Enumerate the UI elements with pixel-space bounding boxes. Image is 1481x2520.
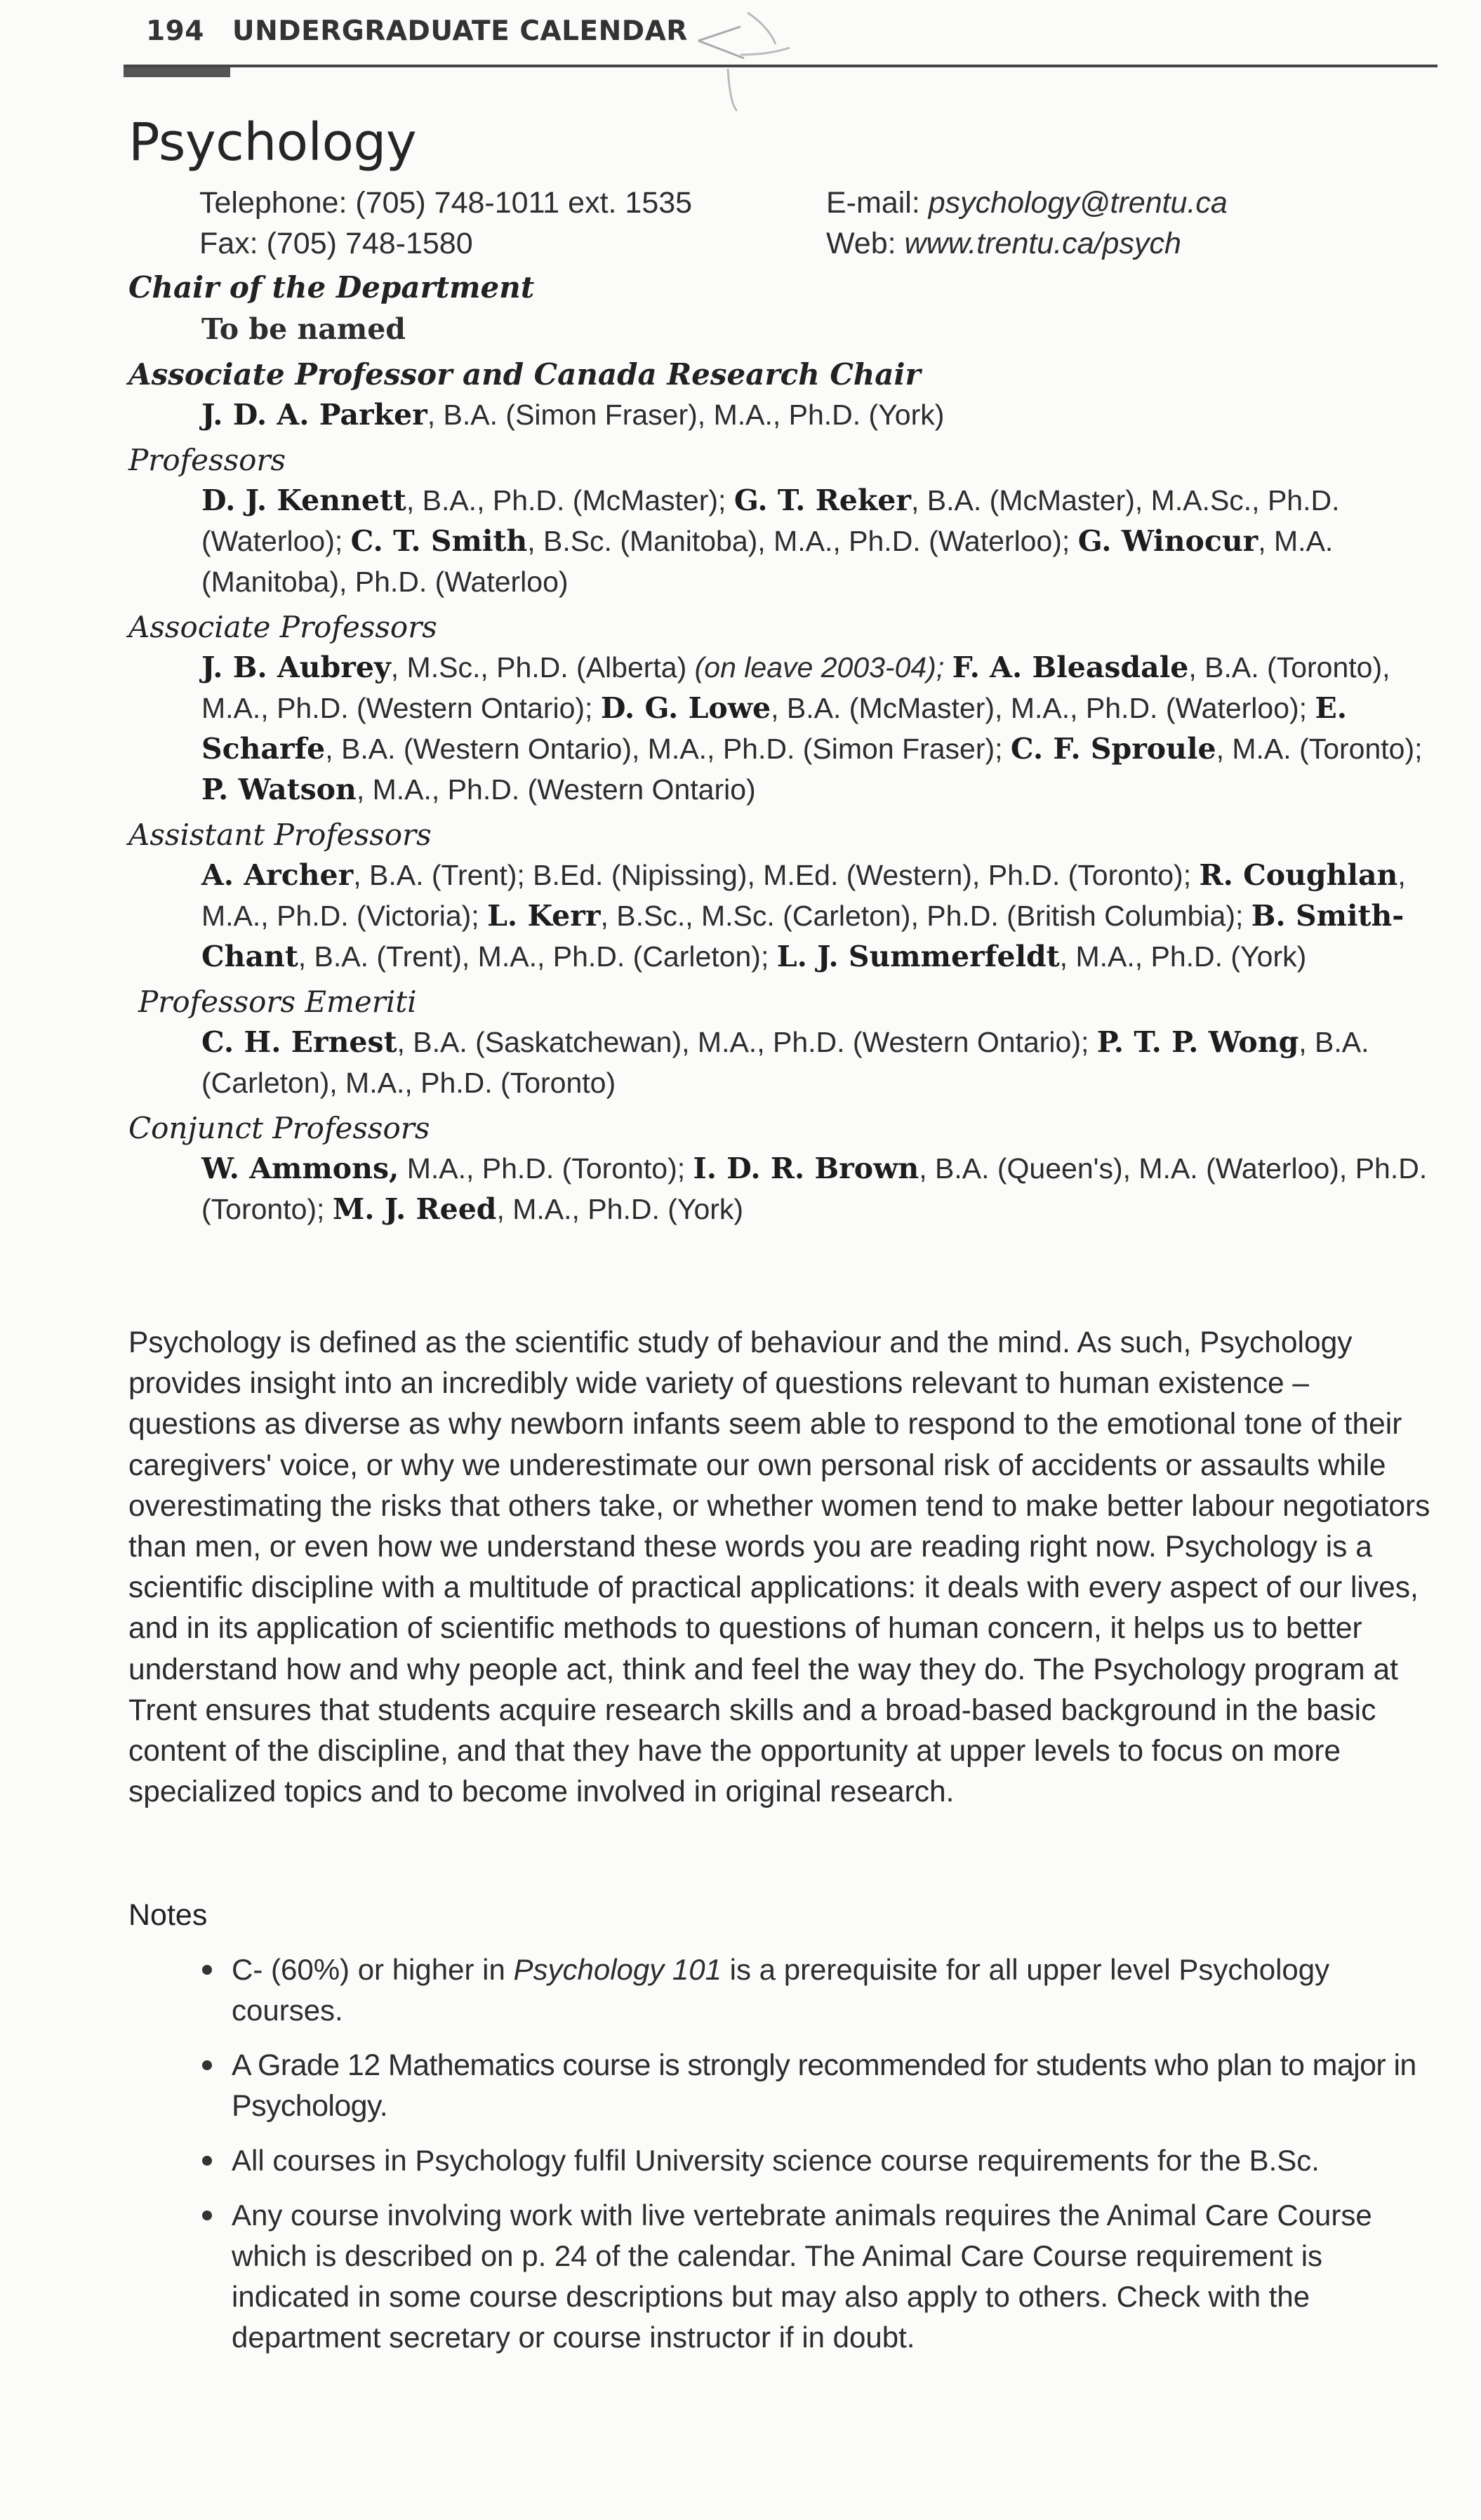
- contact-phone-block: [199, 182, 692, 264]
- web-link[interactable]: www.trentu.ca/psych: [904, 227, 1181, 260]
- note-text: is a prerequisite for all upper level Psychology courses.: [232, 1953, 1330, 2027]
- handwritten-mark-icon: [691, 6, 797, 118]
- note-text: Any course involving work with live vertebrate animals requires the Animal Care Course which is described on p. 24 of the calendar. The Animal Care Course requirement is indicated in some course descriptions but may also apply to others. Check with the department secretary or course instructor if in doubt.: [232, 2199, 1372, 2354]
- course-name: Psychology 101: [513, 1953, 722, 1986]
- page-title: Psychology: [128, 112, 417, 173]
- chair-heading: Chair of the Department: [128, 270, 535, 305]
- faculty-credentials: , M.A., Ph.D. (Victoria);: [201, 859, 1406, 932]
- email-label: E-mail:: [826, 186, 929, 220]
- intro-paragraph: Psychology is defined as the scientific study of behaviour and the mind. As such, Psychology provides insight into an incredibly wide variety of questions relevant to human existence – questions as diverse as why newborn infants seem able to respond to the emotional tone of their caregivers' voice, or why we underestimate our own personal risk of accidents or assaults while overestimating the risks that others take, or whether women tend to make better labour negotiators than men, or even how we understand these words you are reading right now. Psychology is a scientific discipline with a multitude of practical applications: it deals with every aspect of our lives, and in its application of scientific methods to questions of human concern, it helps us to better understand how and why people act, think and feel the way they do. The Psychology program at Trent ensures that students acquire research skills and a broad-based background in the basic content of the discipline, and that they have the opportunity at upper levels to focus on more specialized topics and to become involved in original research.: [128, 1326, 1430, 1809]
- list-item: [201, 2140, 1436, 2181]
- faculty-credentials: , B.A., Ph.D. (McMaster);: [406, 484, 734, 516]
- fax: Fax: (705) 748-1580: [199, 227, 473, 260]
- faculty-name: C. H. Ernest: [201, 1025, 397, 1059]
- assoc-crc-heading: Associate Professor and Canada Research Chair: [128, 357, 921, 392]
- notes-list: [201, 1949, 1436, 2372]
- note-text: All courses in Psychology fulfil University science course requirements for the B.Sc.: [232, 2144, 1320, 2177]
- faculty-credentials: , B.A. (Trent); B.Ed. (Nipissing), M.Ed. (Western), Ph.D. (Toronto);: [353, 859, 1200, 891]
- faculty-credentials: , M.A. (Toronto);: [1216, 733, 1423, 765]
- faculty-name: B. Smith-Chant: [201, 899, 1404, 973]
- faculty-credentials: , M.A., Ph.D. (York): [1059, 940, 1307, 973]
- contact-online-block: [826, 182, 1228, 264]
- faculty-name: R. Coughlan: [1199, 858, 1398, 892]
- faculty-name: P. Watson: [201, 773, 357, 806]
- faculty-credentials: , B.A. (Carleton), M.A., Ph.D. (Toronto): [201, 1026, 1369, 1099]
- telephone: Telephone: (705) 748-1011 ext. 1535: [199, 186, 693, 220]
- faculty-credentials: , M.A., Ph.D. (York): [496, 1193, 744, 1225]
- list-item: [201, 2195, 1436, 2358]
- faculty-name: J. B. Aubrey: [201, 651, 391, 684]
- bullet-icon: [202, 2060, 212, 2070]
- web-line: [826, 223, 1228, 264]
- faculty-credentials: , M.A., Ph.D. (Western Ontario): [356, 773, 756, 806]
- faculty-name: L. Kerr: [487, 899, 601, 933]
- emeriti-body: [201, 1022, 1441, 1103]
- faculty-name: C. F. Sproule: [1010, 732, 1216, 766]
- faculty-credentials: , B.Sc. (Manitoba), M.A., Ph.D. (Waterloo);: [527, 525, 1078, 557]
- list-item: [201, 1949, 1436, 2031]
- faculty-credentials: , B.Sc., M.Sc. (Carleton), Ph.D. (British Columbia);: [600, 900, 1251, 932]
- chair-body: [201, 309, 1441, 349]
- notes-heading: Notes: [128, 1898, 208, 1932]
- page-number: 194: [146, 15, 204, 47]
- faculty-credentials: , B.A. (McMaster), M.A., Ph.D. (Waterloo);: [771, 692, 1315, 724]
- email-link[interactable]: psychology@trentu.ca: [928, 186, 1228, 220]
- professors-body: [201, 480, 1441, 602]
- emeriti-heading: Professors Emeriti: [138, 985, 417, 1019]
- faculty-name: F. A. Bleasdale: [952, 651, 1189, 684]
- associate-professors-heading: Associate Professors: [128, 610, 437, 644]
- leave-note: (on leave 2003-04);: [694, 651, 945, 684]
- associate-professors-body: [201, 647, 1441, 810]
- faculty-name: D. G. Lowe: [600, 691, 771, 725]
- faculty-credentials: , M.A. (Manitoba), Ph.D. (Waterloo): [201, 525, 1334, 598]
- professors-heading: Professors: [128, 443, 286, 477]
- faculty-credentials: , B.A. (Western Ontario), M.A., Ph.D. (Simon Fraser);: [325, 733, 1011, 765]
- faculty-list: [128, 268, 1441, 1235]
- conjunct-heading: Conjunct Professors: [128, 1111, 430, 1145]
- faculty-credentials: , B.A. (Toronto), M.A., Ph.D. (Western Ontario);: [201, 651, 1390, 724]
- bullet-icon: [202, 2211, 212, 2220]
- bullet-icon: [202, 1965, 212, 1975]
- note-text: A Grade 12 Mathematics course is strongly recommended for students who plan to major in Psychology.: [232, 2048, 1416, 2123]
- running-header: [146, 15, 688, 47]
- faculty-name: G. T. Reker: [733, 484, 911, 517]
- faculty-name: C. T. Smith: [350, 524, 528, 558]
- faculty-name: E. Scharfe: [201, 691, 1347, 766]
- faculty-name: L. J. Summerfeldt: [776, 940, 1060, 973]
- faculty-name: D. J. Kennett: [201, 484, 406, 517]
- assistant-professors-heading: Assistant Professors: [128, 818, 432, 852]
- faculty-name: M. J. Reed: [332, 1192, 497, 1226]
- faculty-credentials: , B.A. (Saskatchewan), M.A., Ph.D. (Western Ontario);: [397, 1026, 1097, 1058]
- faculty-credentials: , B.A. (Simon Fraser), M.A., Ph.D. (York): [427, 399, 945, 431]
- assistant-professors-body: [201, 855, 1441, 977]
- bullet-icon: [202, 2156, 212, 2166]
- note-text: C- (60%) or higher in: [232, 1953, 514, 1986]
- header-rule-accent: [124, 67, 230, 77]
- conjunct-body: [201, 1148, 1441, 1229]
- faculty-name: I. D. R. Brown: [693, 1152, 919, 1185]
- assoc-crc-body: [201, 394, 1441, 435]
- email-line: [826, 182, 1228, 223]
- faculty-name: G. Winocur: [1077, 524, 1258, 558]
- faculty-name: A. Archer: [201, 858, 354, 892]
- faculty-credentials: , M.Sc., Ph.D. (Alberta): [390, 651, 695, 684]
- faculty-name: W. Ammons,: [201, 1152, 399, 1185]
- list-item: [201, 2045, 1436, 2126]
- running-title: UNDERGRADUATE CALENDAR: [232, 15, 688, 47]
- chair-name: To be named: [201, 312, 406, 346]
- faculty-name: P. T. P. Wong: [1096, 1025, 1299, 1059]
- web-label: Web:: [826, 227, 905, 260]
- faculty-credentials: M.A., Ph.D. (Toronto);: [399, 1152, 693, 1185]
- faculty-name: J. D. A. Parker: [201, 398, 427, 432]
- faculty-credentials: , B.A. (Queen's), M.A. (Waterloo), Ph.D. (Toronto);: [201, 1152, 1428, 1225]
- spacer: [944, 651, 952, 684]
- faculty-credentials: , B.A. (Trent), M.A., Ph.D. (Carleton);: [298, 940, 777, 973]
- faculty-credentials: , B.A. (McMaster), M.A.Sc., Ph.D. (Waterloo);: [201, 484, 1340, 557]
